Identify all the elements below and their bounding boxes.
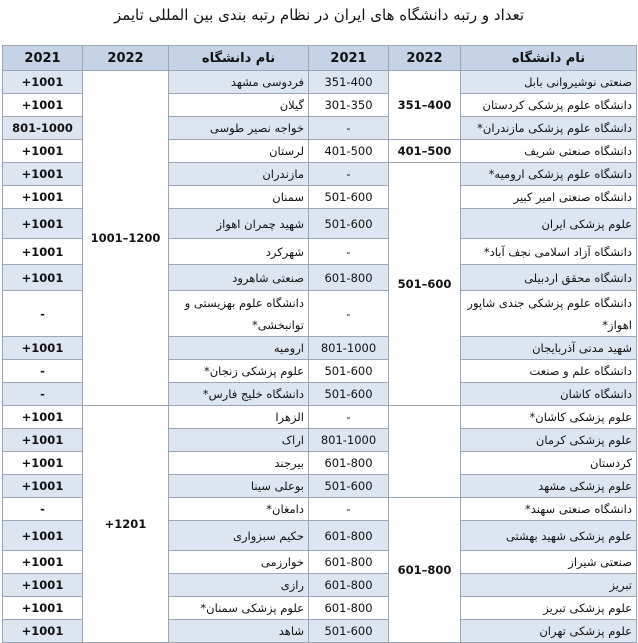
left-university-name: بوعلی سینا xyxy=(169,475,309,498)
right-2021-cell: - xyxy=(309,239,389,265)
left-university-name: صنعتی شاهرود xyxy=(169,265,309,291)
right-university-name: علوم پزشکی شهید بهشتی xyxy=(461,521,637,551)
right-2021-cell: 501-600 xyxy=(309,383,389,406)
right-university-name: دانشگاه کاشان xyxy=(461,383,637,406)
page-title: تعداد و رتبه دانشگاه های ایران در نظام رتبه بندی بین المللی تایمز xyxy=(113,6,525,24)
right-2022-rank: 351–400 xyxy=(389,71,461,140)
left-university-name: خوارزمی xyxy=(169,551,309,574)
right-2021-cell: 351-400 xyxy=(309,71,389,94)
left-university-name: فردوسی مشهد xyxy=(169,71,309,94)
table-body xyxy=(3,71,637,643)
right-university-name: دانشگاه علوم پزشکی ارومیه* xyxy=(461,163,637,186)
header-right-2022: 2022 xyxy=(389,46,461,71)
right-2021-cell: - xyxy=(309,163,389,186)
right-university-name: دانشگاه آزاد اسلامی نجف آباد* xyxy=(461,239,637,265)
header-left-2022: 2022 xyxy=(83,46,169,71)
right-2021-cell: 601-800 xyxy=(309,597,389,620)
left-university-name: شاهد xyxy=(169,620,309,643)
left-2021-cell: +1001 xyxy=(3,140,83,163)
left-2021-cell: +1001 xyxy=(3,620,83,643)
left-2021-cell: +1001 xyxy=(3,574,83,597)
left-2021-cell: - xyxy=(3,291,83,337)
left-2021-cell: +1001 xyxy=(3,521,83,551)
right-2021-cell: - xyxy=(309,498,389,521)
right-university-name: دانشگاه علوم پزشکی مازندران* xyxy=(461,117,637,140)
right-university-name: دانشگاه علوم پزشکی جندی شاپور اهواز* xyxy=(461,291,637,337)
right-2021-cell: 501-600 xyxy=(309,360,389,383)
left-2021-cell: +1001 xyxy=(3,475,83,498)
header-left-name: نام دانشگاه xyxy=(169,46,309,71)
left-university-name: گیلان xyxy=(169,94,309,117)
right-university-name: تبریز xyxy=(461,574,637,597)
right-university-name: علوم پزشکی کاشان* xyxy=(461,406,637,429)
header-right-name: نام دانشگاه xyxy=(461,46,637,71)
table-row xyxy=(3,71,637,94)
header-left-2021: 2021 xyxy=(3,46,83,71)
right-university-name: دانشگاه صنعتی سهند* xyxy=(461,498,637,521)
left-university-name: رازی xyxy=(169,574,309,597)
right-2021-cell: - xyxy=(309,291,389,337)
left-2021-cell: +1001 xyxy=(3,186,83,209)
left-university-name: الزهرا xyxy=(169,406,309,429)
right-university-name: دانشگاه علوم پزشکی کردستان xyxy=(461,94,637,117)
right-2021-cell: 501-600 xyxy=(309,209,389,239)
right-2021-cell: 801-1000 xyxy=(309,337,389,360)
left-university-name: علوم پزشکی زنجان* xyxy=(169,360,309,383)
left-2021-cell: +1001 xyxy=(3,406,83,429)
left-2021-cell: +1001 xyxy=(3,163,83,186)
left-2021-cell: - xyxy=(3,498,83,521)
left-2021-cell: 801-1000 xyxy=(3,117,83,140)
left-university-name: دانشگاه خلیج فارس* xyxy=(169,383,309,406)
left-university-name: علوم پزشکی سمنان* xyxy=(169,597,309,620)
right-2021-cell: 601-800 xyxy=(309,521,389,551)
right-2021-cell: 801-1000 xyxy=(309,429,389,452)
left-2021-cell: - xyxy=(3,360,83,383)
left-2021-cell: +1001 xyxy=(3,71,83,94)
left-university-name: خواجه نصیر طوسی xyxy=(169,117,309,140)
left-university-name: بیرجند xyxy=(169,452,309,475)
right-2021-cell: 601-800 xyxy=(309,265,389,291)
header-right-2021: 2021 xyxy=(309,46,389,71)
right-2021-cell: - xyxy=(309,406,389,429)
right-2021-cell: 601-800 xyxy=(309,452,389,475)
right-2021-cell: 601-800 xyxy=(309,551,389,574)
right-university-name: دانشگاه علم و صنعت xyxy=(461,360,637,383)
right-university-name: شهید مدنی آذربایجان xyxy=(461,337,637,360)
right-2021-cell: - xyxy=(309,117,389,140)
left-2021-cell: +1001 xyxy=(3,239,83,265)
right-university-name: علوم پزشکی ایران xyxy=(461,209,637,239)
right-university-name: علوم پزشکی تبریز xyxy=(461,597,637,620)
right-2022-rank xyxy=(389,406,461,498)
left-university-name: سمنان xyxy=(169,186,309,209)
table-row xyxy=(3,406,637,429)
left-university-name: شهید چمران اهواز xyxy=(169,209,309,239)
right-university-name: دانشگاه محقق اردبیلی xyxy=(461,265,637,291)
left-university-name: ارومیه xyxy=(169,337,309,360)
left-2021-cell: +1001 xyxy=(3,429,83,452)
rankings-table xyxy=(2,45,637,643)
left-2021-cell: +1001 xyxy=(3,265,83,291)
right-university-name: دانشگاه صنعتی امیر کبیر xyxy=(461,186,637,209)
left-2021-cell: +1001 xyxy=(3,551,83,574)
right-university-name: دانشگاه صنعتی شریف xyxy=(461,140,637,163)
header-row xyxy=(3,46,637,71)
left-university-name: لرستان xyxy=(169,140,309,163)
right-2021-cell: 601-800 xyxy=(309,574,389,597)
left-university-name: دانشگاه علوم بهزیستی و توانبخشی* xyxy=(169,291,309,337)
left-2021-cell: +1001 xyxy=(3,94,83,117)
left-university-name: حکیم سبزواری xyxy=(169,521,309,551)
right-2021-cell: 401-500 xyxy=(309,140,389,163)
left-2022-rank: +1201 xyxy=(83,406,169,643)
left-2021-cell: +1001 xyxy=(3,337,83,360)
right-university-name: صنعتی نوشیروانی بابل xyxy=(461,71,637,94)
right-2022-rank: 401–500 xyxy=(389,140,461,163)
right-2021-cell: 501-600 xyxy=(309,186,389,209)
right-2021-cell: 501-600 xyxy=(309,475,389,498)
right-2022-rank: 501–600 xyxy=(389,163,461,406)
left-2021-cell: +1001 xyxy=(3,209,83,239)
right-2022-rank: 601–800 xyxy=(389,498,461,643)
left-university-name: مازندران xyxy=(169,163,309,186)
right-university-name: علوم پزشکی مشهد xyxy=(461,475,637,498)
right-university-name: کردستان xyxy=(461,452,637,475)
left-2021-cell: +1001 xyxy=(3,452,83,475)
left-university-name: دامغان* xyxy=(169,498,309,521)
left-2022-rank: 1001–1200 xyxy=(83,71,169,406)
left-2021-cell: - xyxy=(3,383,83,406)
right-university-name: علوم پزشکی کرمان xyxy=(461,429,637,452)
right-2021-cell: 301-350 xyxy=(309,94,389,117)
right-university-name: علوم پزشکی تهران xyxy=(461,620,637,643)
left-2021-cell: +1001 xyxy=(3,597,83,620)
left-university-name: شهرکرد xyxy=(169,239,309,265)
left-university-name: اراک xyxy=(169,429,309,452)
right-2021-cell: 501-600 xyxy=(309,620,389,643)
right-university-name: صنعتی شیراز xyxy=(461,551,637,574)
